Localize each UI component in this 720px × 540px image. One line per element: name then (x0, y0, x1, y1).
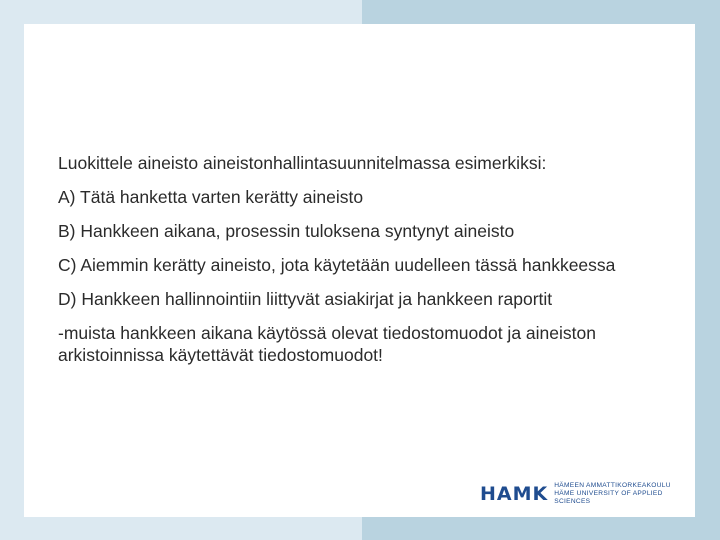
item-a: A) Tätä hanketta varten kerätty aineisto (58, 187, 364, 207)
note-paragraph: -muista hankkeen aikana käytössä olevat tiedostomuodot ja aineiston arkistoinnissa käytettävät tiedostomuodot! (58, 323, 596, 365)
logo-wordmark: HAMK (480, 483, 549, 505)
logo-subtitle-line1: HÄMEEN AMMATTIKORKEAKOULU (554, 482, 671, 489)
logo-subtitle (554, 482, 695, 506)
item-c: C) Aiemmin kerätty aineisto, jota käytetään uudelleen tässä hankkeessa (58, 255, 616, 275)
intro-paragraph: Luokittele aineisto aineistonhallintasuunnitelmassa esimerkiksi: (58, 153, 547, 173)
logo-subtitle-line2: HÄME UNIVERSITY OF APPLIED SCIENCES (554, 490, 663, 505)
hamk-logo (480, 482, 695, 506)
slide (24, 24, 695, 517)
slide-body-text (58, 152, 658, 378)
item-b: B) Hankkeen aikana, prosessin tuloksena syntynyt aineisto (58, 221, 515, 241)
item-d: D) Hankkeen hallinnointiin liittyvät asiakirjat ja hankkeen raportit (58, 289, 553, 309)
